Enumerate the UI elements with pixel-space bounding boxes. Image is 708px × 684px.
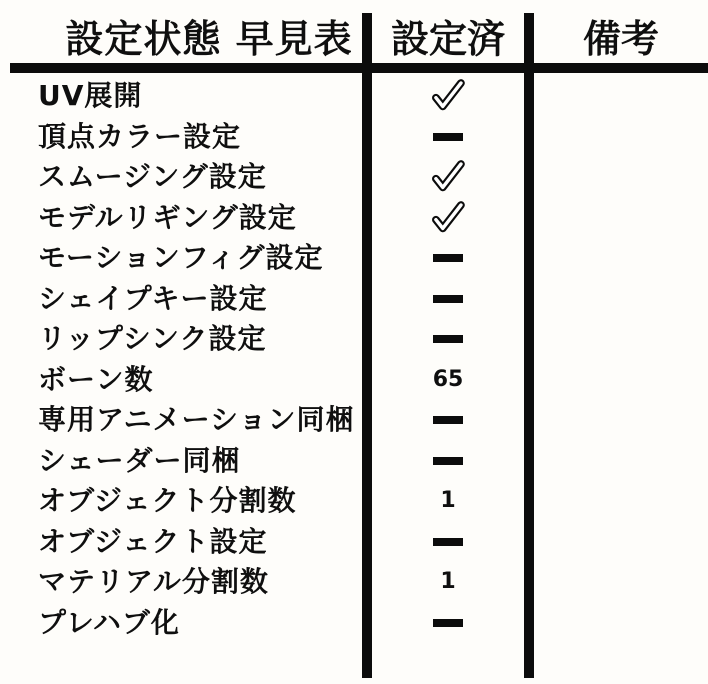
status-cell — [372, 481, 524, 522]
notes-cell — [534, 441, 708, 482]
dash-icon — [433, 133, 463, 141]
table-row — [0, 400, 708, 441]
column-header-notes: 備考 — [582, 17, 659, 61]
row-label: モデルリギング設定 — [38, 200, 297, 234]
notes-cell — [534, 117, 708, 158]
status-cell — [372, 441, 524, 482]
table-row — [0, 238, 708, 279]
notes-cell — [534, 400, 708, 441]
row-label: マテリアル分割数 — [38, 565, 269, 598]
row-label: UV展開 — [38, 79, 143, 112]
notes-cell — [534, 238, 708, 279]
table-row — [0, 198, 708, 239]
notes-cell — [534, 198, 708, 239]
status-cell — [372, 117, 524, 158]
row-label: モーションフィグ設定 — [38, 241, 324, 274]
row-label: スムージング設定 — [38, 160, 267, 193]
notes-cell — [534, 319, 708, 360]
status-cell — [372, 198, 524, 239]
dash-icon — [433, 538, 463, 546]
dash-icon — [433, 416, 463, 424]
dash-icon — [433, 254, 463, 262]
row-label: プレハブ化 — [38, 605, 180, 639]
row-label: リップシンク設定 — [38, 322, 267, 355]
header-rule — [10, 63, 708, 73]
status-cell — [372, 562, 524, 603]
table-row — [0, 360, 708, 401]
table-row — [0, 562, 708, 603]
row-label: オブジェクト分割数 — [38, 484, 297, 517]
row-label: シェイプキー設定 — [38, 281, 268, 315]
table-row — [0, 319, 708, 360]
status-cell — [372, 603, 524, 644]
status-cell — [372, 319, 524, 360]
status-cell — [372, 360, 524, 401]
notes-cell — [534, 603, 708, 644]
table-rows — [0, 76, 708, 643]
notes-cell — [534, 157, 708, 198]
status-value: 1 — [440, 569, 456, 595]
status-cell — [372, 522, 524, 563]
notes-cell — [534, 279, 708, 320]
notes-cell — [534, 360, 708, 401]
row-label: 専用アニメーション同梱 — [38, 403, 355, 436]
table-row — [0, 522, 708, 563]
check-icon — [429, 158, 467, 196]
row-label: シェーダー同梱 — [38, 443, 241, 477]
notes-cell — [534, 481, 708, 522]
status-value: 65 — [432, 366, 464, 392]
dash-icon — [433, 619, 463, 627]
status-cell — [372, 157, 524, 198]
table-row — [0, 157, 708, 198]
table-row — [0, 603, 708, 644]
table-row — [0, 481, 708, 522]
notes-cell — [534, 562, 708, 603]
row-label: ボーン数 — [38, 362, 154, 396]
status-value: 1 — [440, 488, 456, 514]
notes-cell — [534, 522, 708, 563]
table-row — [0, 117, 708, 158]
table-title: 設定状態 早見表 — [65, 17, 353, 61]
table-row — [0, 279, 708, 320]
check-icon — [429, 77, 467, 115]
row-label: オブジェクト設定 — [38, 524, 268, 558]
status-cell — [372, 238, 524, 279]
dash-icon — [433, 335, 463, 343]
notes-cell — [534, 76, 708, 117]
table-row — [0, 441, 708, 482]
dash-icon — [433, 457, 463, 465]
status-cell — [372, 400, 524, 441]
column-header-status: 設定済 — [390, 17, 505, 61]
check-icon — [429, 199, 467, 237]
table-row — [0, 76, 708, 117]
status-cell — [372, 76, 524, 117]
status-cell — [372, 279, 524, 320]
row-label: 頂点カラー設定 — [38, 119, 242, 153]
dash-icon — [433, 295, 463, 303]
